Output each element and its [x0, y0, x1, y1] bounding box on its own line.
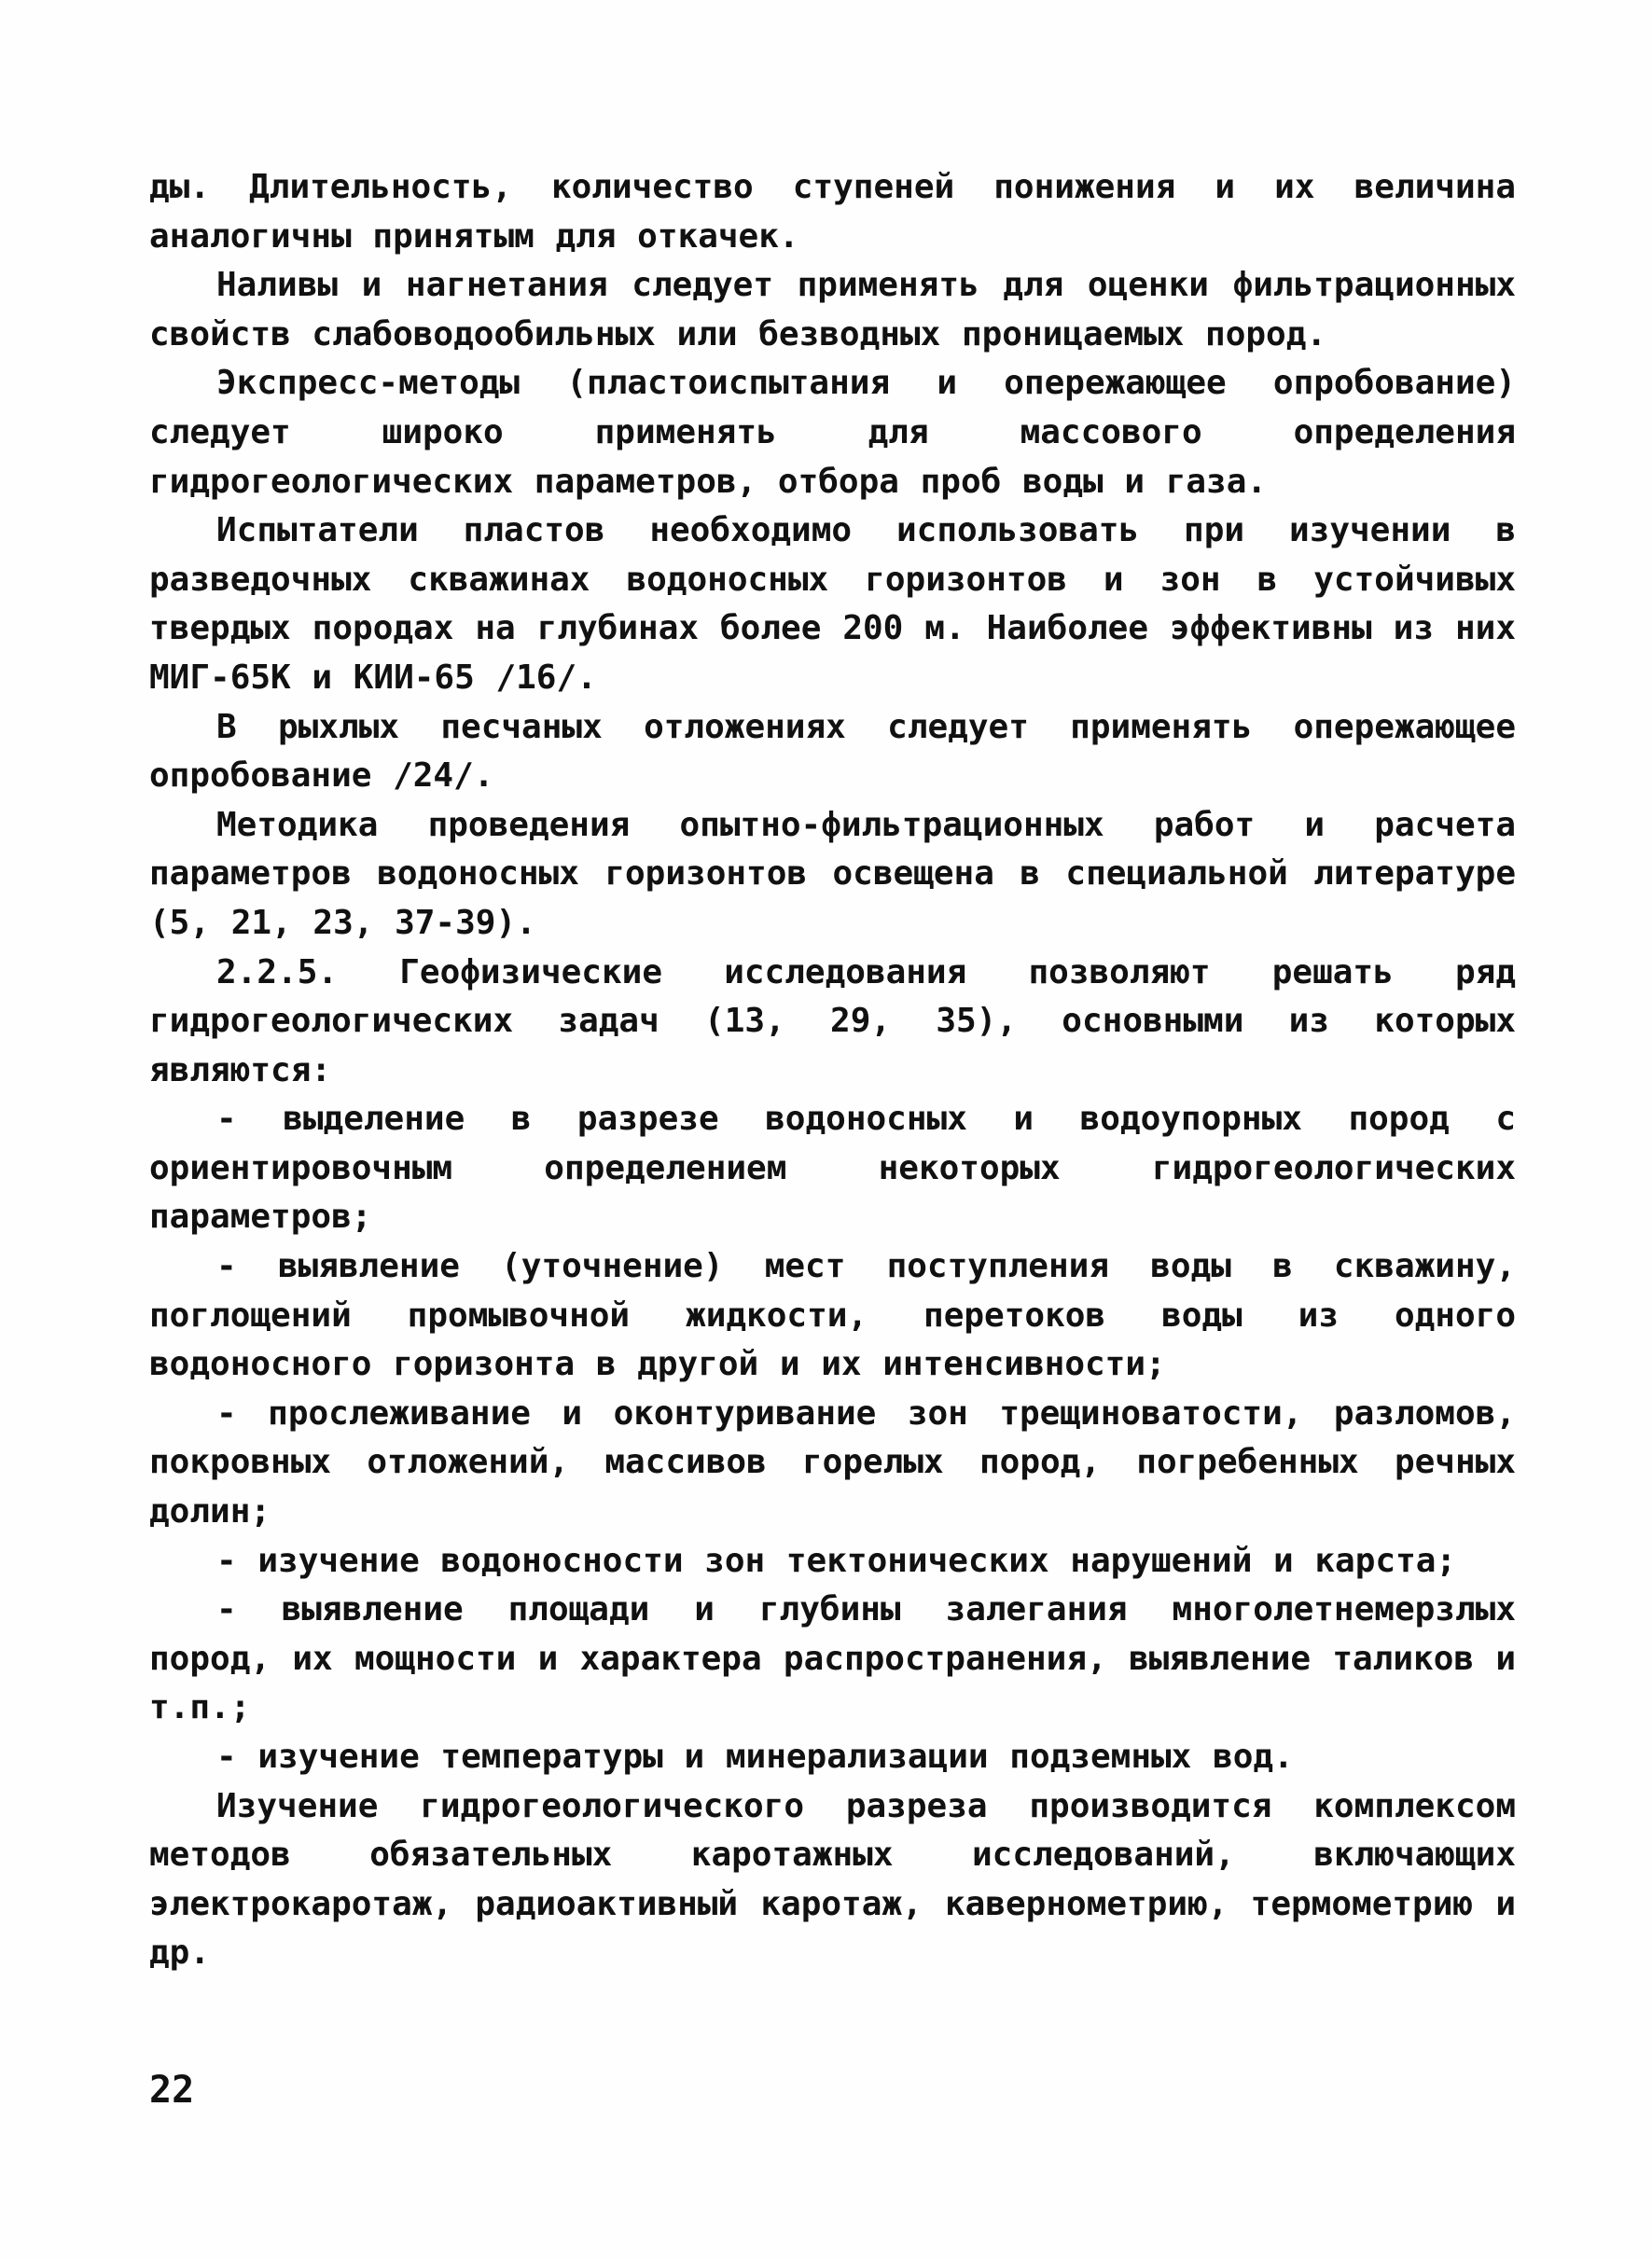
paragraph-5: В рыхлых песчаных отложениях следует применять опережающее опробование /24/.	[149, 707, 1516, 796]
paragraph-6: Методика проведения опытно-фильтрационных работ и расчета параметров водоносных горизонтов освещена в специальной литературе (5, 21, 23, 37-39).	[149, 805, 1516, 942]
page-number: 22	[149, 2069, 195, 2112]
paragraph-3: Экспресс-методы (пластоиспытания и опережающее опробование) следует широко применять для массового определения гидрогеологических параметров, отбора проб воды и газа.	[149, 364, 1516, 501]
body-text	[149, 163, 1516, 1978]
paragraph-2: Наливы и нагнетания следует применять для оценки фильтрационных свойств слабоводообильных или безводных проницаемых пород.	[149, 266, 1516, 353]
paragraph-7-section-2-2-5: 2.2.5. Геофизические исследования позволяют решать ряд гидрогеологических задач (13, 29, 35), основными из которых являются:	[149, 952, 1516, 1089]
paragraph-1: ды. Длительность, количество ступеней понижения и их величина аналогичны принятым для откачек.	[149, 168, 1516, 256]
list-item-5: - выявление площади и глубины залегания многолетнемерзлых пород, их мощности и характера распространения, выявление таликов и т.п.;	[149, 1590, 1516, 1727]
list-item-1: - выделение в разрезе водоносных и водоупорных пород с ориентировочным определением некоторых гидрогеологических параметров;	[149, 1100, 1516, 1237]
list-item-6: - изучение температуры и минерализации подземных вод.	[216, 1738, 1294, 1776]
paragraph-final: Изучение гидрогеологического разреза производится комплексом методов обязательных каротажных исследований, включающих электрокаротаж, радиоактивный каротаж, кавернометрию, термометрию и др.	[149, 1786, 1516, 1973]
list-item-4: - изучение водоносности зон тектонических нарушений и карста;	[216, 1541, 1457, 1580]
paragraph-4: Испытатели пластов необходимо использовать при изучении в разведочных скважинах водоносных горизонтов и зон в устойчивых твердых породах на глубинах более 200 м. Наиболее эффективны из них МИГ-65К и КИИ-65 /16/.	[149, 511, 1516, 697]
list-item-3: - прослеживание и оконтуривание зон трещиноватости, разломов, покровных отложений, массивов горелых пород, погребенных речных долин;	[149, 1393, 1516, 1531]
list-item-2: - выявление (уточнение) мест поступления воды в скважину, поглощений промывочной жидкости, перетоков воды из одного водоносного горизонта в другой и их интенсивности;	[149, 1247, 1516, 1384]
